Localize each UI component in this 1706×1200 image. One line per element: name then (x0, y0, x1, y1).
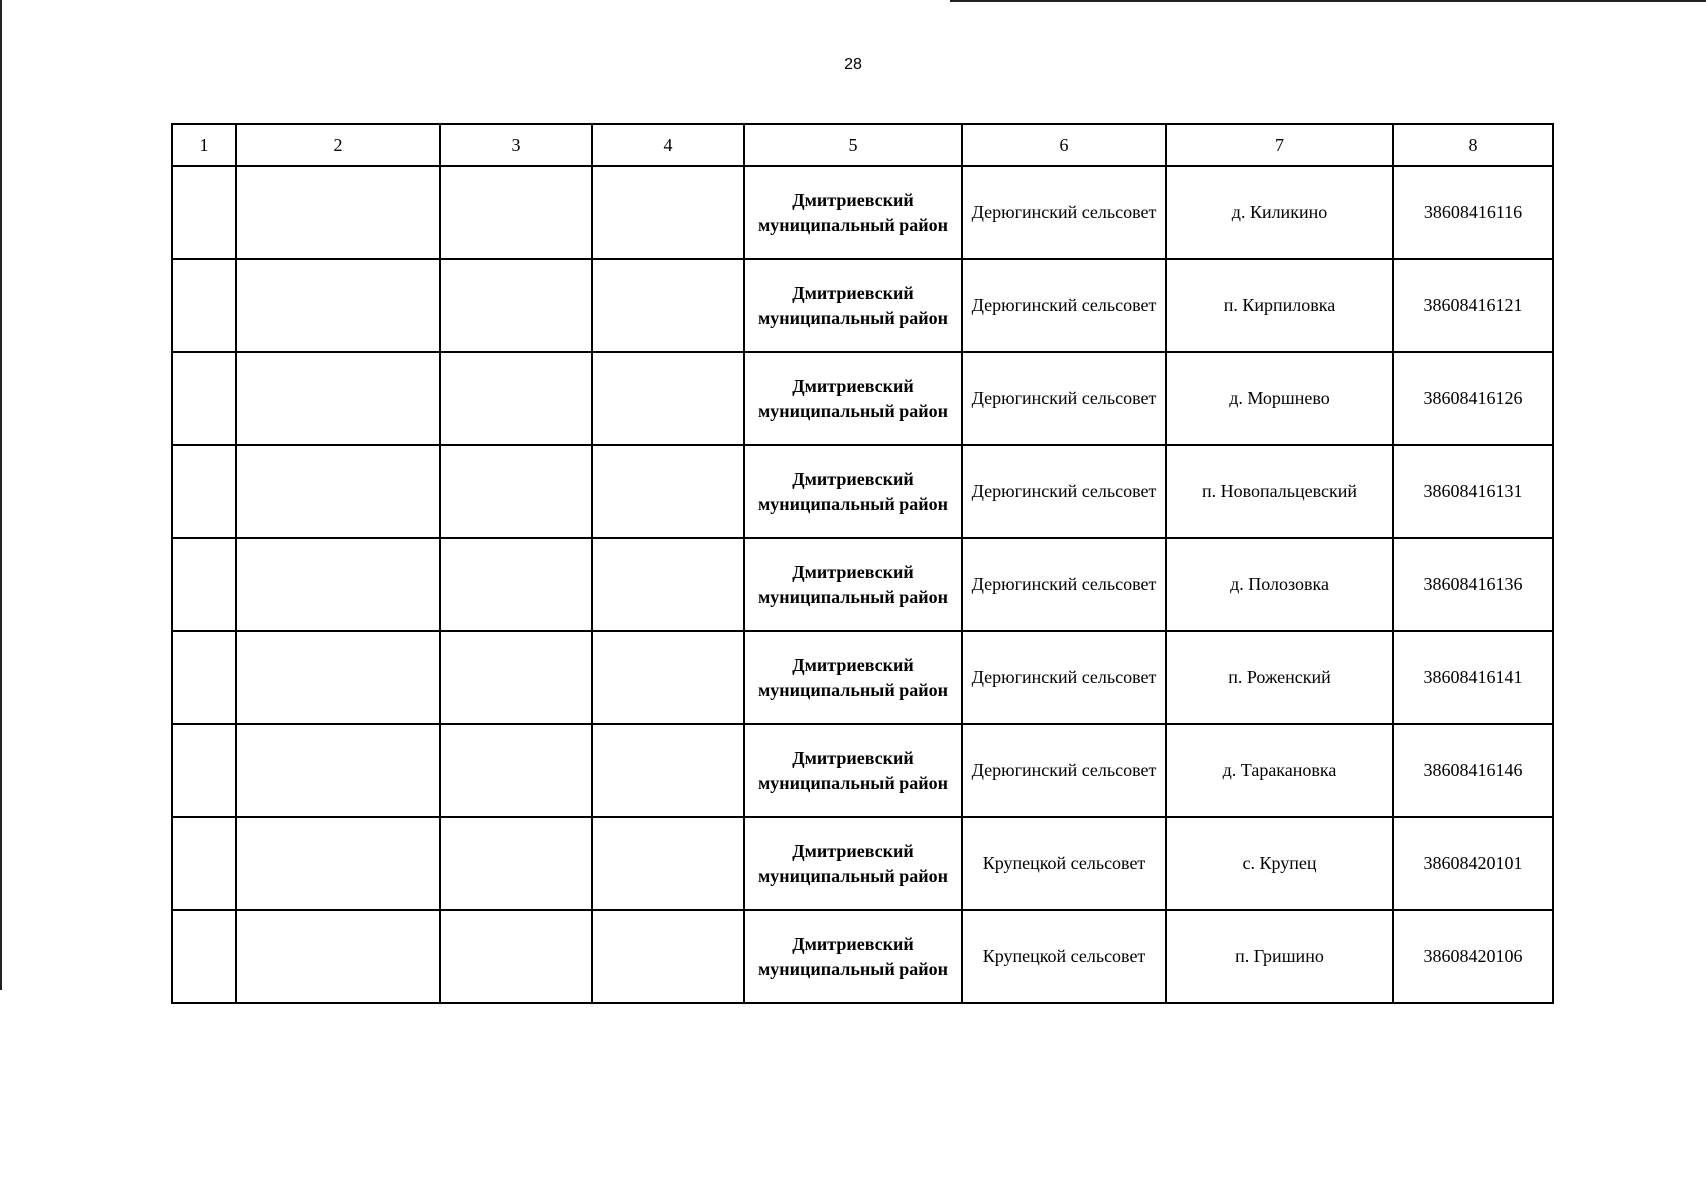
table-row (172, 817, 1553, 910)
column-header: 7 (1166, 124, 1393, 166)
district-name: Дмитриевский (792, 747, 914, 768)
settlement-cell: д. Моршнево (1166, 352, 1393, 445)
cell-col-1 (172, 259, 236, 352)
district-type: муниципальный район (758, 493, 948, 514)
cell-col-4 (592, 631, 744, 724)
table-header-row (172, 124, 1553, 166)
cell-col-3 (440, 910, 592, 1003)
cell-col-3 (440, 166, 592, 259)
table-row (172, 910, 1553, 1003)
district-cell (744, 352, 962, 445)
cell-col-4 (592, 259, 744, 352)
oktmo-code-cell: 38608416136 (1393, 538, 1553, 631)
council-cell: Дерюгинский сельсовет (962, 724, 1166, 817)
table-row (172, 724, 1553, 817)
cell-col-1 (172, 910, 236, 1003)
column-header: 3 (440, 124, 592, 166)
cell-col-3 (440, 259, 592, 352)
oktmo-code-cell: 38608416116 (1393, 166, 1553, 259)
cell-col-3 (440, 352, 592, 445)
table-row (172, 166, 1553, 259)
table-row (172, 352, 1553, 445)
table-row (172, 538, 1553, 631)
settlement-cell: д. Полозовка (1166, 538, 1393, 631)
cell-col-4 (592, 166, 744, 259)
cell-col-4 (592, 724, 744, 817)
district-name: Дмитриевский (792, 375, 914, 396)
cell-col-2 (236, 724, 440, 817)
cell-col-2 (236, 538, 440, 631)
cell-col-3 (440, 631, 592, 724)
district-type: муниципальный район (758, 865, 948, 886)
scan-border-left (0, 0, 2, 990)
council-cell: Дерюгинский сельсовет (962, 166, 1166, 259)
oktmo-code-cell: 38608416131 (1393, 445, 1553, 538)
district-cell (744, 631, 962, 724)
district-name: Дмитриевский (792, 654, 914, 675)
cell-col-3 (440, 724, 592, 817)
cell-col-4 (592, 910, 744, 1003)
column-header: 2 (236, 124, 440, 166)
district-cell (744, 445, 962, 538)
cell-col-3 (440, 445, 592, 538)
column-header: 1 (172, 124, 236, 166)
district-type: муниципальный район (758, 958, 948, 979)
district-name: Дмитриевский (792, 933, 914, 954)
cell-col-4 (592, 538, 744, 631)
cell-col-1 (172, 817, 236, 910)
district-type: муниципальный район (758, 772, 948, 793)
cell-col-2 (236, 259, 440, 352)
cell-col-4 (592, 817, 744, 910)
cell-col-1 (172, 352, 236, 445)
district-name: Дмитриевский (792, 282, 914, 303)
district-cell (744, 817, 962, 910)
scan-border-top (950, 0, 1706, 2)
table-body (172, 166, 1553, 1003)
district-cell (744, 910, 962, 1003)
settlement-cell: п. Новопальцевский (1166, 445, 1393, 538)
cell-col-3 (440, 817, 592, 910)
district-type: муниципальный район (758, 679, 948, 700)
column-header: 5 (744, 124, 962, 166)
district-cell (744, 724, 962, 817)
district-cell (744, 166, 962, 259)
cell-col-2 (236, 817, 440, 910)
column-header: 6 (962, 124, 1166, 166)
cell-col-4 (592, 445, 744, 538)
council-cell: Крупецкой сельсовет (962, 910, 1166, 1003)
council-cell: Дерюгинский сельсовет (962, 445, 1166, 538)
district-type: муниципальный район (758, 586, 948, 607)
cell-col-1 (172, 631, 236, 724)
column-header: 4 (592, 124, 744, 166)
cell-col-2 (236, 631, 440, 724)
oktmo-code-cell: 38608420106 (1393, 910, 1553, 1003)
district-name: Дмитриевский (792, 189, 914, 210)
table-row (172, 445, 1553, 538)
cell-col-1 (172, 724, 236, 817)
settlement-cell: д. Киликино (1166, 166, 1393, 259)
cell-col-1 (172, 538, 236, 631)
page-number: 28 (844, 56, 862, 73)
oktmo-code-cell: 38608416146 (1393, 724, 1553, 817)
oktmo-code-cell: 38608416141 (1393, 631, 1553, 724)
council-cell: Дерюгинский сельсовет (962, 538, 1166, 631)
district-cell (744, 538, 962, 631)
column-header: 8 (1393, 124, 1553, 166)
council-cell: Дерюгинский сельсовет (962, 259, 1166, 352)
district-name: Дмитриевский (792, 468, 914, 489)
cell-col-4 (592, 352, 744, 445)
table-row (172, 631, 1553, 724)
council-cell: Дерюгинский сельсовет (962, 352, 1166, 445)
settlement-cell: п. Кирпиловка (1166, 259, 1393, 352)
cell-col-3 (440, 538, 592, 631)
cell-col-2 (236, 166, 440, 259)
district-type: муниципальный район (758, 307, 948, 328)
cell-col-2 (236, 352, 440, 445)
oktmo-code-cell: 38608416121 (1393, 259, 1553, 352)
cell-col-1 (172, 166, 236, 259)
district-cell (744, 259, 962, 352)
cell-col-2 (236, 445, 440, 538)
oktmo-code-cell: 38608420101 (1393, 817, 1553, 910)
district-name: Дмитриевский (792, 840, 914, 861)
settlement-cell: с. Крупец (1166, 817, 1393, 910)
settlement-cell: п. Роженский (1166, 631, 1393, 724)
council-cell: Дерюгинский сельсовет (962, 631, 1166, 724)
district-name: Дмитриевский (792, 561, 914, 582)
settlements-table (171, 123, 1554, 1004)
settlement-cell: д. Таракановка (1166, 724, 1393, 817)
council-cell: Крупецкой сельсовет (962, 817, 1166, 910)
table-row (172, 259, 1553, 352)
cell-col-2 (236, 910, 440, 1003)
district-type: муниципальный район (758, 214, 948, 235)
oktmo-code-cell: 38608416126 (1393, 352, 1553, 445)
cell-col-1 (172, 445, 236, 538)
district-type: муниципальный район (758, 400, 948, 421)
settlement-cell: п. Гришино (1166, 910, 1393, 1003)
